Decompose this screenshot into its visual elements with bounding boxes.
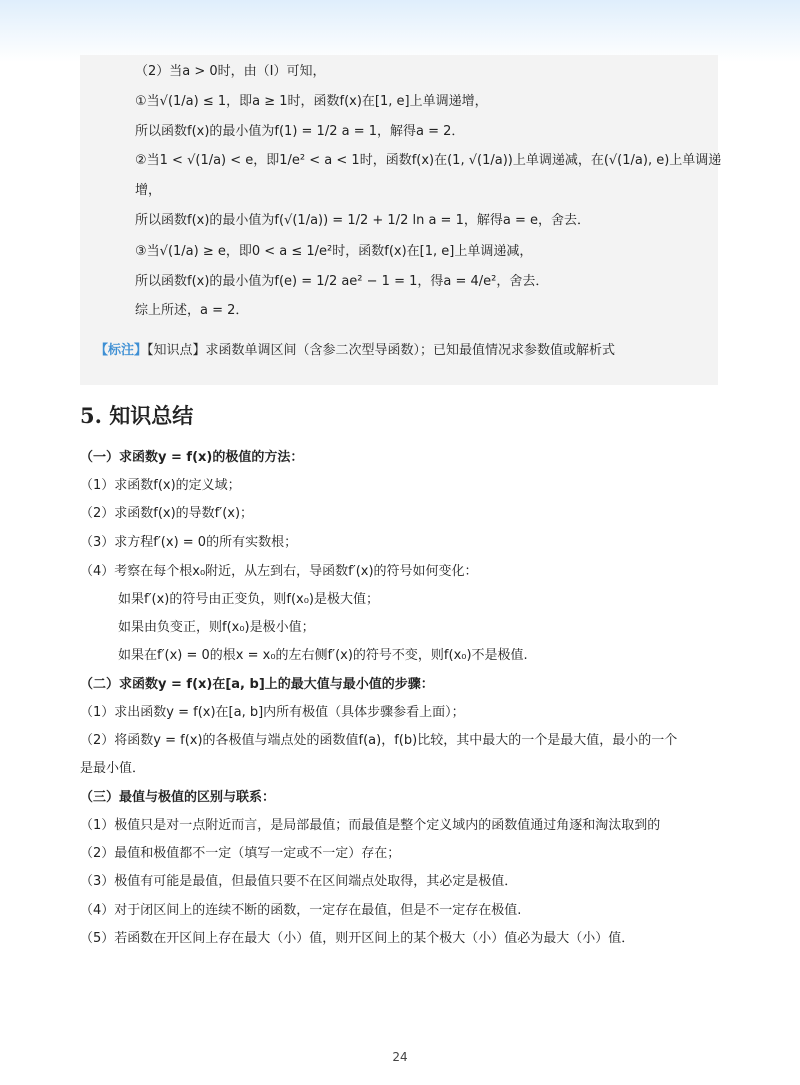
solution-line: 所以函数f(x)的最小值为f(√(1/a)) = 1/2 + 1/2 ln a = 1，解得a = e，舍去．: [135, 213, 590, 228]
annotation-tag: [95, 339, 615, 358]
solution-line: 增，: [135, 183, 162, 198]
solution-line: 综上所述，a = 2．: [135, 303, 249, 318]
solution-line: ②当1 < √(1/a) < e，即1/e² < a < 1时，函数f(x)在(1, √(1/a))上单调递减，在(√(1/a), e)上单调递: [135, 153, 722, 168]
body-line: （2）最值和极值都不一定（填写一定或不一定）存在；: [80, 846, 401, 861]
subsection-heading: （一）求函数y = f(x)的极值的方法：: [80, 450, 304, 465]
body-line: 如果在f′(x) = 0的根x = x₀的左右侧f′(x)的符号不变，则f(x₀)不是极值.: [118, 648, 528, 663]
body-line: （4）考察在每个根x₀附近，从左到右，导函数f′(x)的符号如何变化：: [80, 564, 478, 579]
solution-line: 所以函数f(x)的最小值为f(1) = 1/2 a = 1，解得a = 2．: [135, 124, 465, 139]
page-number: 24: [392, 1050, 408, 1064]
subsection-heading: （二）求函数y = f(x)在[a, b]上的最大值与最小值的步骤：: [80, 677, 434, 692]
annotation-text: 【知识点】求函数单调区间（含参二次型导函数）；已知最值情况求参数值或解析式: [147, 343, 616, 358]
body-line: （2）求函数f(x)的导数f′(x)；: [80, 506, 254, 521]
body-line: （1）极值只是对一点附近而言，是局部最值；而最值是整个定义域内的函数值通过角逐和淘汰取到的: [80, 818, 661, 833]
body-line: （4）对于闭区间上的连续不断的函数，一定存在最值，但是不一定存在极值.: [80, 903, 522, 918]
header-band: [0, 0, 800, 62]
body-line: 如果由负变正，则f(x₀)是极小值；: [118, 620, 315, 635]
body-line: （3）极值有可能是最值，但最值只要不在区间端点处取得，其必定是极值．: [80, 874, 518, 889]
body-line: 如果f′(x)的符号由正变负，则f(x₀)是极大值；: [118, 592, 379, 607]
body-line: （1）求出函数y = f(x)在[a, b]内所有极值（具体步骤参看上面）；: [80, 705, 465, 720]
solution-line: ③当√(1/a) ≥ e，即0 < a ≤ 1/e²时，函数f(x)在[1, e]上单调递减，: [135, 244, 533, 259]
body-line: （2）将函数y = f(x)的各极值与端点处的函数值f(a)，f(b)比较，其中最大的一个是最大值，最小的一个: [80, 733, 678, 748]
solution-line: ①当√(1/a) ≤ 1，即a ≥ 1时，函数f(x)在[1, e]上单调递增，: [135, 94, 488, 109]
body-line: （1）求函数f(x)的定义域；: [80, 478, 241, 493]
solution-line: （2）当a > 0时，由（Ⅰ）可知，: [135, 64, 326, 79]
subsection-heading: （三）最值与极值的区别与联系：: [80, 790, 276, 805]
body-line: 是最小值．: [80, 761, 146, 776]
section-title: 5. 知识总结: [80, 403, 194, 428]
annotation-label: 【标注】: [95, 343, 148, 358]
body-line: （3）求方程f′(x) = 0的所有实数根；: [80, 535, 298, 550]
solution-line: 所以函数f(x)的最小值为f(e) = 1/2 ae² − 1 = 1，得a = 4/e²，舍去．: [135, 274, 549, 289]
body-line: （5）若函数在开区间上存在最大（小）值，则开区间上的某个极大（小）值必为最大（小）值．: [80, 931, 635, 946]
